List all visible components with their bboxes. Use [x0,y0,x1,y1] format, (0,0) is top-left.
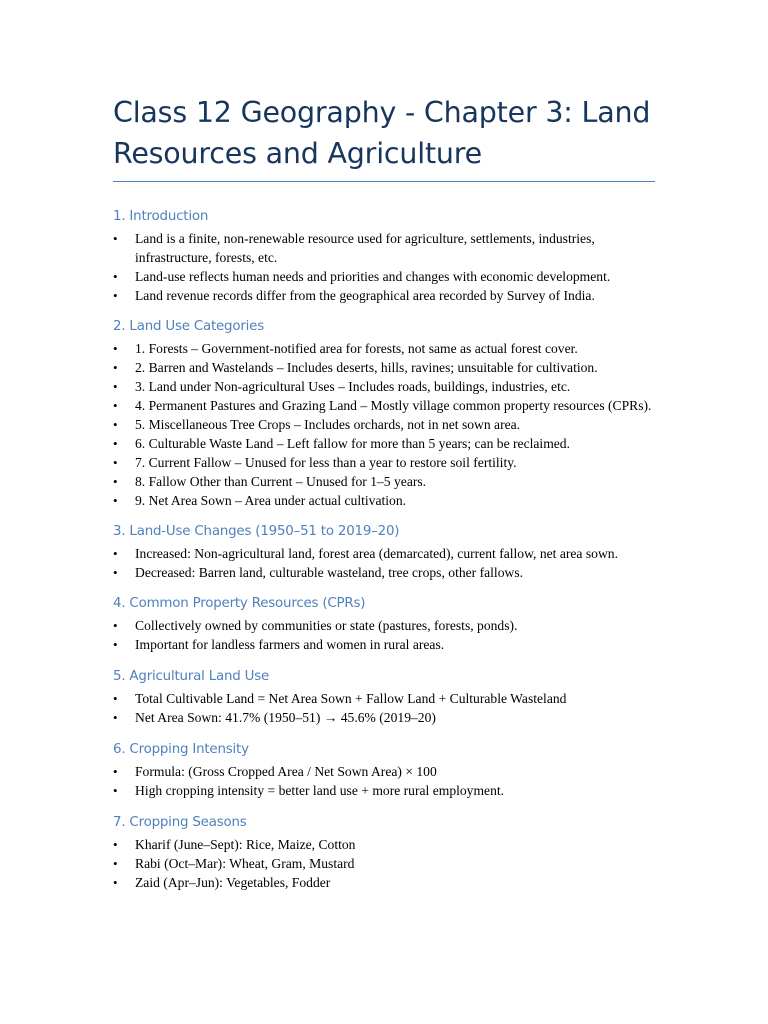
list-item-text: Collectively owned by communities or state (pastures, forests, ponds). [135,618,518,633]
list-item [113,781,658,800]
list-item-text: High cropping intensity = better land use + more rural employment. [135,783,505,798]
list-item [113,453,658,472]
bullet-icon: • [113,231,118,246]
document-page [113,92,658,892]
bullet-icon: • [113,637,118,652]
list-item [113,472,658,491]
list-item [113,563,658,582]
bullet-icon: • [113,436,118,451]
list-item-text: Land is a finite, non-renewable resource used for agriculture, settlements, industries, infrastructure, forests, etc. [135,231,595,265]
list-item [113,873,658,892]
section-heading: 3. Land-Use Changes (1950–51 to 2019–20) [113,524,400,539]
bullet-list [113,616,658,654]
list-item [113,358,658,377]
list-item-text: 1. Forests – Government-notified area for forests, not same as actual forest cover. [135,341,578,356]
bullet-icon: • [113,341,118,356]
list-item-text: Important for landless farmers and women in rural areas. [135,637,445,652]
section-heading: 4. Common Property Resources (CPRs) [113,596,366,611]
list-item [113,377,658,396]
section-heading: 5. Agricultural Land Use [113,669,270,684]
list-item [113,689,658,708]
bullet-icon: • [113,455,118,470]
list-item-text: Land revenue records differ from the geographical area recorded by Survey of India. [135,288,595,303]
list-item-text: Formula: (Gross Cropped Area / Net Sown Area) × 100 [135,764,437,779]
list-item [113,835,658,854]
section-heading: 2. Land Use Categories [113,319,264,334]
list-item-text: 4. Permanent Pastures and Grazing Land – Mostly village common property resources (CPRs). [135,398,652,413]
bullet-list [113,689,658,727]
bullet-list [113,339,658,510]
document-body [113,208,658,892]
list-item-text: 3. Land under Non-agricultural Uses – Includes roads, buildings, industries, etc. [135,379,571,394]
bullet-icon: • [113,269,118,284]
list-item [113,708,658,727]
list-item-text: 6. Culturable Waste Land – Left fallow for more than 5 years; can be reclaimed. [135,436,570,451]
section [113,595,658,654]
section [113,208,658,305]
list-item [113,854,658,873]
list-item [113,396,658,415]
bullet-icon: • [113,546,118,561]
list-item-text: 8. Fallow Other than Current – Unused for 1–5 years. [135,474,427,489]
list-item-text: Increased: Non-agricultural land, forest area (demarcated), current fallow, net area sown. [135,546,618,561]
list-item-text: 9. Net Area Sown – Area under actual cultivation. [135,493,407,508]
bullet-icon: • [113,565,118,580]
section [113,741,658,800]
bullet-icon: • [113,875,118,890]
list-item-text: 2. Barren and Wastelands – Includes deserts, hills, ravines; unsuitable for cultivation. [135,360,598,375]
bullet-icon: • [113,288,118,303]
bullet-icon: • [113,691,118,706]
list-item-text: Land-use reflects human needs and priorities and changes with economic development. [135,269,611,284]
bullet-icon: • [113,417,118,432]
bullet-icon: • [113,360,118,375]
section [113,318,658,510]
bullet-icon: • [113,493,118,508]
section-heading: 7. Cropping Seasons [113,815,247,830]
section-heading: 1. Introduction [113,209,209,224]
bullet-icon: • [113,379,118,394]
list-item [113,267,658,286]
list-item-text: Rabi (Oct–Mar): Wheat, Gram, Mustard [135,856,355,871]
list-item [113,616,658,635]
bullet-icon: • [113,837,118,852]
section [113,668,658,727]
list-item [113,762,658,781]
document-title: Class 12 Geography - Chapter 3: Land Resources and Agriculture [113,96,651,170]
list-item [113,544,658,563]
bullet-list [113,835,658,892]
list-item-text: Total Cultivable Land = Net Area Sown + Fallow Land + Culturable Wasteland [135,691,567,706]
bullet-list [113,544,658,582]
list-item-text: Kharif (June–Sept): Rice, Maize, Cotton [135,837,356,852]
bullet-icon: • [113,710,118,725]
bullet-icon: • [113,618,118,633]
title-underline [113,181,655,182]
list-item [113,339,658,358]
list-item [113,229,658,267]
bullet-list [113,229,658,305]
bullet-icon: • [113,474,118,489]
bullet-icon: • [113,398,118,413]
section-heading: 6. Cropping Intensity [113,742,249,757]
list-item-text: Zaid (Apr–Jun): Vegetables, Fodder [135,875,331,890]
list-item-text: 5. Miscellaneous Tree Crops – Includes orchards, not in net sown area. [135,417,521,432]
list-item-text: Net Area Sown: 41.7% (1950–51) → 45.6% (2019–20) [135,710,436,725]
section [113,814,658,892]
list-item [113,415,658,434]
list-item [113,434,658,453]
list-item-text: 7. Current Fallow – Unused for less than a year to restore soil fertility. [135,455,517,470]
bullet-icon: • [113,764,118,779]
bullet-icon: • [113,856,118,871]
section [113,523,658,582]
list-item [113,491,658,510]
bullet-icon: • [113,783,118,798]
list-item [113,286,658,305]
list-item [113,635,658,654]
bullet-list [113,762,658,800]
list-item-text: Decreased: Barren land, culturable wasteland, tree crops, other fallows. [135,565,524,580]
